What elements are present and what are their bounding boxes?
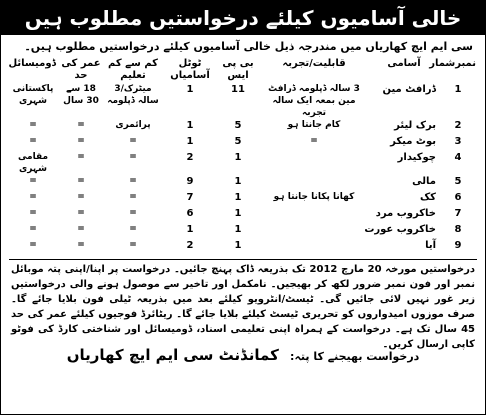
table-cell: 5 — [234, 120, 242, 131]
address-label: درخواست بھیجنے کا پتہ: — [290, 350, 420, 363]
table-cell: = — [310, 136, 318, 146]
table-row — [8, 207, 478, 223]
table-cell: 5 — [454, 176, 462, 187]
table-cell: 2 — [186, 152, 194, 163]
table-cell: مالی — [412, 176, 436, 187]
table-cell: 1 — [454, 84, 462, 95]
table-cell — [258, 151, 370, 175]
table-cell: 9 — [454, 240, 462, 251]
column-header: نمبرشمار — [429, 58, 476, 69]
table-cell: 1 — [234, 240, 242, 251]
table-cell: میٹرک/3 سالہ ڈپلومہ — [107, 84, 159, 106]
table-cell: 4 — [454, 152, 462, 163]
table-cell: 1 — [186, 224, 194, 235]
table-cell: 1 — [234, 152, 242, 163]
table-cell: 3 — [454, 136, 462, 147]
table-row — [8, 239, 478, 255]
ad-title: خالی آسامیوں کیلئے درخواستیں مطلوب ہیں — [1, 1, 485, 35]
instructions-text: درخواستیں مورخہ 20 مارچ 2012 تک بذریعہ ڈاک پہنچ جائیں۔ درخواست پر اپنا/اپنی پتہ موبائل نمبر اور فون نمبر ضرور لکھ کر بھیجیں۔ نامکمل اور تاخیر سے موصول ہونے والی درخواستیں زیر غور نہیں لائی جائیں گی۔ ٹیسٹ/انٹرویو کیلئے بعد میں بذریعہ ٹیلی فون بلایا جائے گا۔ صرف موزوں امیدواروں کو تحریری ٹیسٹ کیلئے بلایا جائے گا۔ ریٹائرڈ فوجیوں کیلئے عمر کی حد 45 سال تک ہے۔ درخواست کے ہمراہ اپنی تعلیمی اسناد، ڈومیسائل اور شناختی کارڈ کی فوٹو کاپی ارسال کریں۔ — [11, 264, 475, 350]
table-cell: = — [129, 176, 137, 186]
ad-intro: سی ایم ایچ کھاریاں میں مندرجہ ذیل خالی آسامیوں کیلئے درخواستیں مطلوب ہیں۔ — [24, 40, 473, 53]
address-line — [1, 344, 485, 364]
table-cell: = — [29, 192, 37, 202]
column-header: ٹوٹل آسامیاں — [170, 58, 210, 81]
table-cell: = — [29, 208, 37, 218]
table-cell: 3 سالہ ڈپلومہ ڈرافٹ مین بمعہ ایک سالہ تجربہ — [268, 84, 360, 118]
table-cell — [258, 175, 370, 191]
table-cell: = — [129, 152, 137, 162]
table-cell: 7 — [186, 192, 194, 203]
table-cell: چوکیدار — [397, 152, 436, 163]
table-cell: 6 — [186, 208, 194, 219]
table-cell: = — [29, 120, 37, 130]
table-cell: = — [29, 240, 37, 250]
column-header: بی پی ایس — [222, 58, 254, 81]
table-cell: = — [29, 136, 37, 146]
table-cell: = — [29, 176, 37, 186]
table-cell: 1 — [186, 84, 194, 95]
table-row — [8, 175, 478, 191]
table-cell — [258, 207, 370, 223]
table-cell: پاکستانی شہری — [12, 84, 54, 106]
table-cell: خاکروب مرد — [375, 208, 436, 219]
table-cell: بوٹ میکر — [390, 136, 436, 147]
column-header: آسامی — [387, 58, 421, 69]
table-cell: کھانا پکانا جانتا ہو — [273, 192, 355, 202]
table-cell: = — [77, 192, 85, 202]
column-header: عمر کی حد — [61, 58, 101, 81]
table-cell: 5 — [234, 136, 242, 147]
table-cell — [258, 239, 370, 255]
table-cell: پرائمری — [115, 120, 151, 130]
table-cell: 8 — [454, 224, 462, 235]
table-cell: 2 — [454, 120, 462, 131]
table-cell: = — [77, 176, 85, 186]
column-header: کم سے کم تعلیم — [108, 58, 158, 81]
table-cell: = — [77, 120, 85, 130]
table-cell: = — [77, 152, 85, 162]
table-cell: کام جانتا ہو — [287, 120, 341, 130]
table-cell: = — [129, 136, 137, 146]
table-row — [8, 191, 478, 207]
table-cell: 1 — [186, 120, 194, 131]
table-cell: 6 — [454, 192, 462, 203]
table-cell: 11 — [231, 84, 245, 95]
table-row — [8, 135, 478, 151]
vacancy-table — [8, 57, 478, 255]
table-row — [8, 119, 478, 135]
table-cell: = — [77, 240, 85, 250]
table-row — [8, 151, 478, 175]
column-header: قابلیت/تجربہ — [282, 58, 346, 69]
table-cell: 1 — [234, 208, 242, 219]
table-cell: 7 — [454, 208, 462, 219]
table-row — [8, 83, 478, 119]
table-cell — [258, 223, 370, 239]
column-header: ڈومیسائل — [8, 58, 56, 69]
table-cell: = — [129, 224, 137, 234]
table-cell: آیا — [425, 240, 436, 251]
table-cell: مقامی شہری — [17, 152, 49, 174]
table-cell: خاکروب عورت — [364, 224, 436, 235]
table-row — [8, 223, 478, 239]
table-cell: = — [29, 224, 37, 234]
table-cell: = — [77, 136, 85, 146]
table-cell: برک لیئر — [394, 120, 436, 131]
table-cell: 1 — [234, 192, 242, 203]
table-cell: 2 — [186, 240, 194, 251]
table-cell: 1 — [234, 224, 242, 235]
table-cell: 1 — [234, 176, 242, 187]
table-cell: کک — [419, 192, 436, 203]
table-cell: = — [129, 208, 137, 218]
table-cell: = — [77, 208, 85, 218]
table-cell: = — [129, 192, 137, 202]
address-value: کمانڈنٹ سی ایم ایچ کھاریاں — [66, 346, 279, 364]
table-body — [8, 83, 478, 255]
table-cell: = — [129, 240, 137, 250]
table-cell: 1 — [186, 136, 194, 147]
table-cell: 18 سے 30 سال — [63, 84, 99, 106]
table-header-row — [8, 57, 478, 83]
table-cell: = — [77, 224, 85, 234]
table-cell: ڈرافٹ مین — [382, 84, 436, 95]
table-cell: 9 — [186, 176, 194, 187]
